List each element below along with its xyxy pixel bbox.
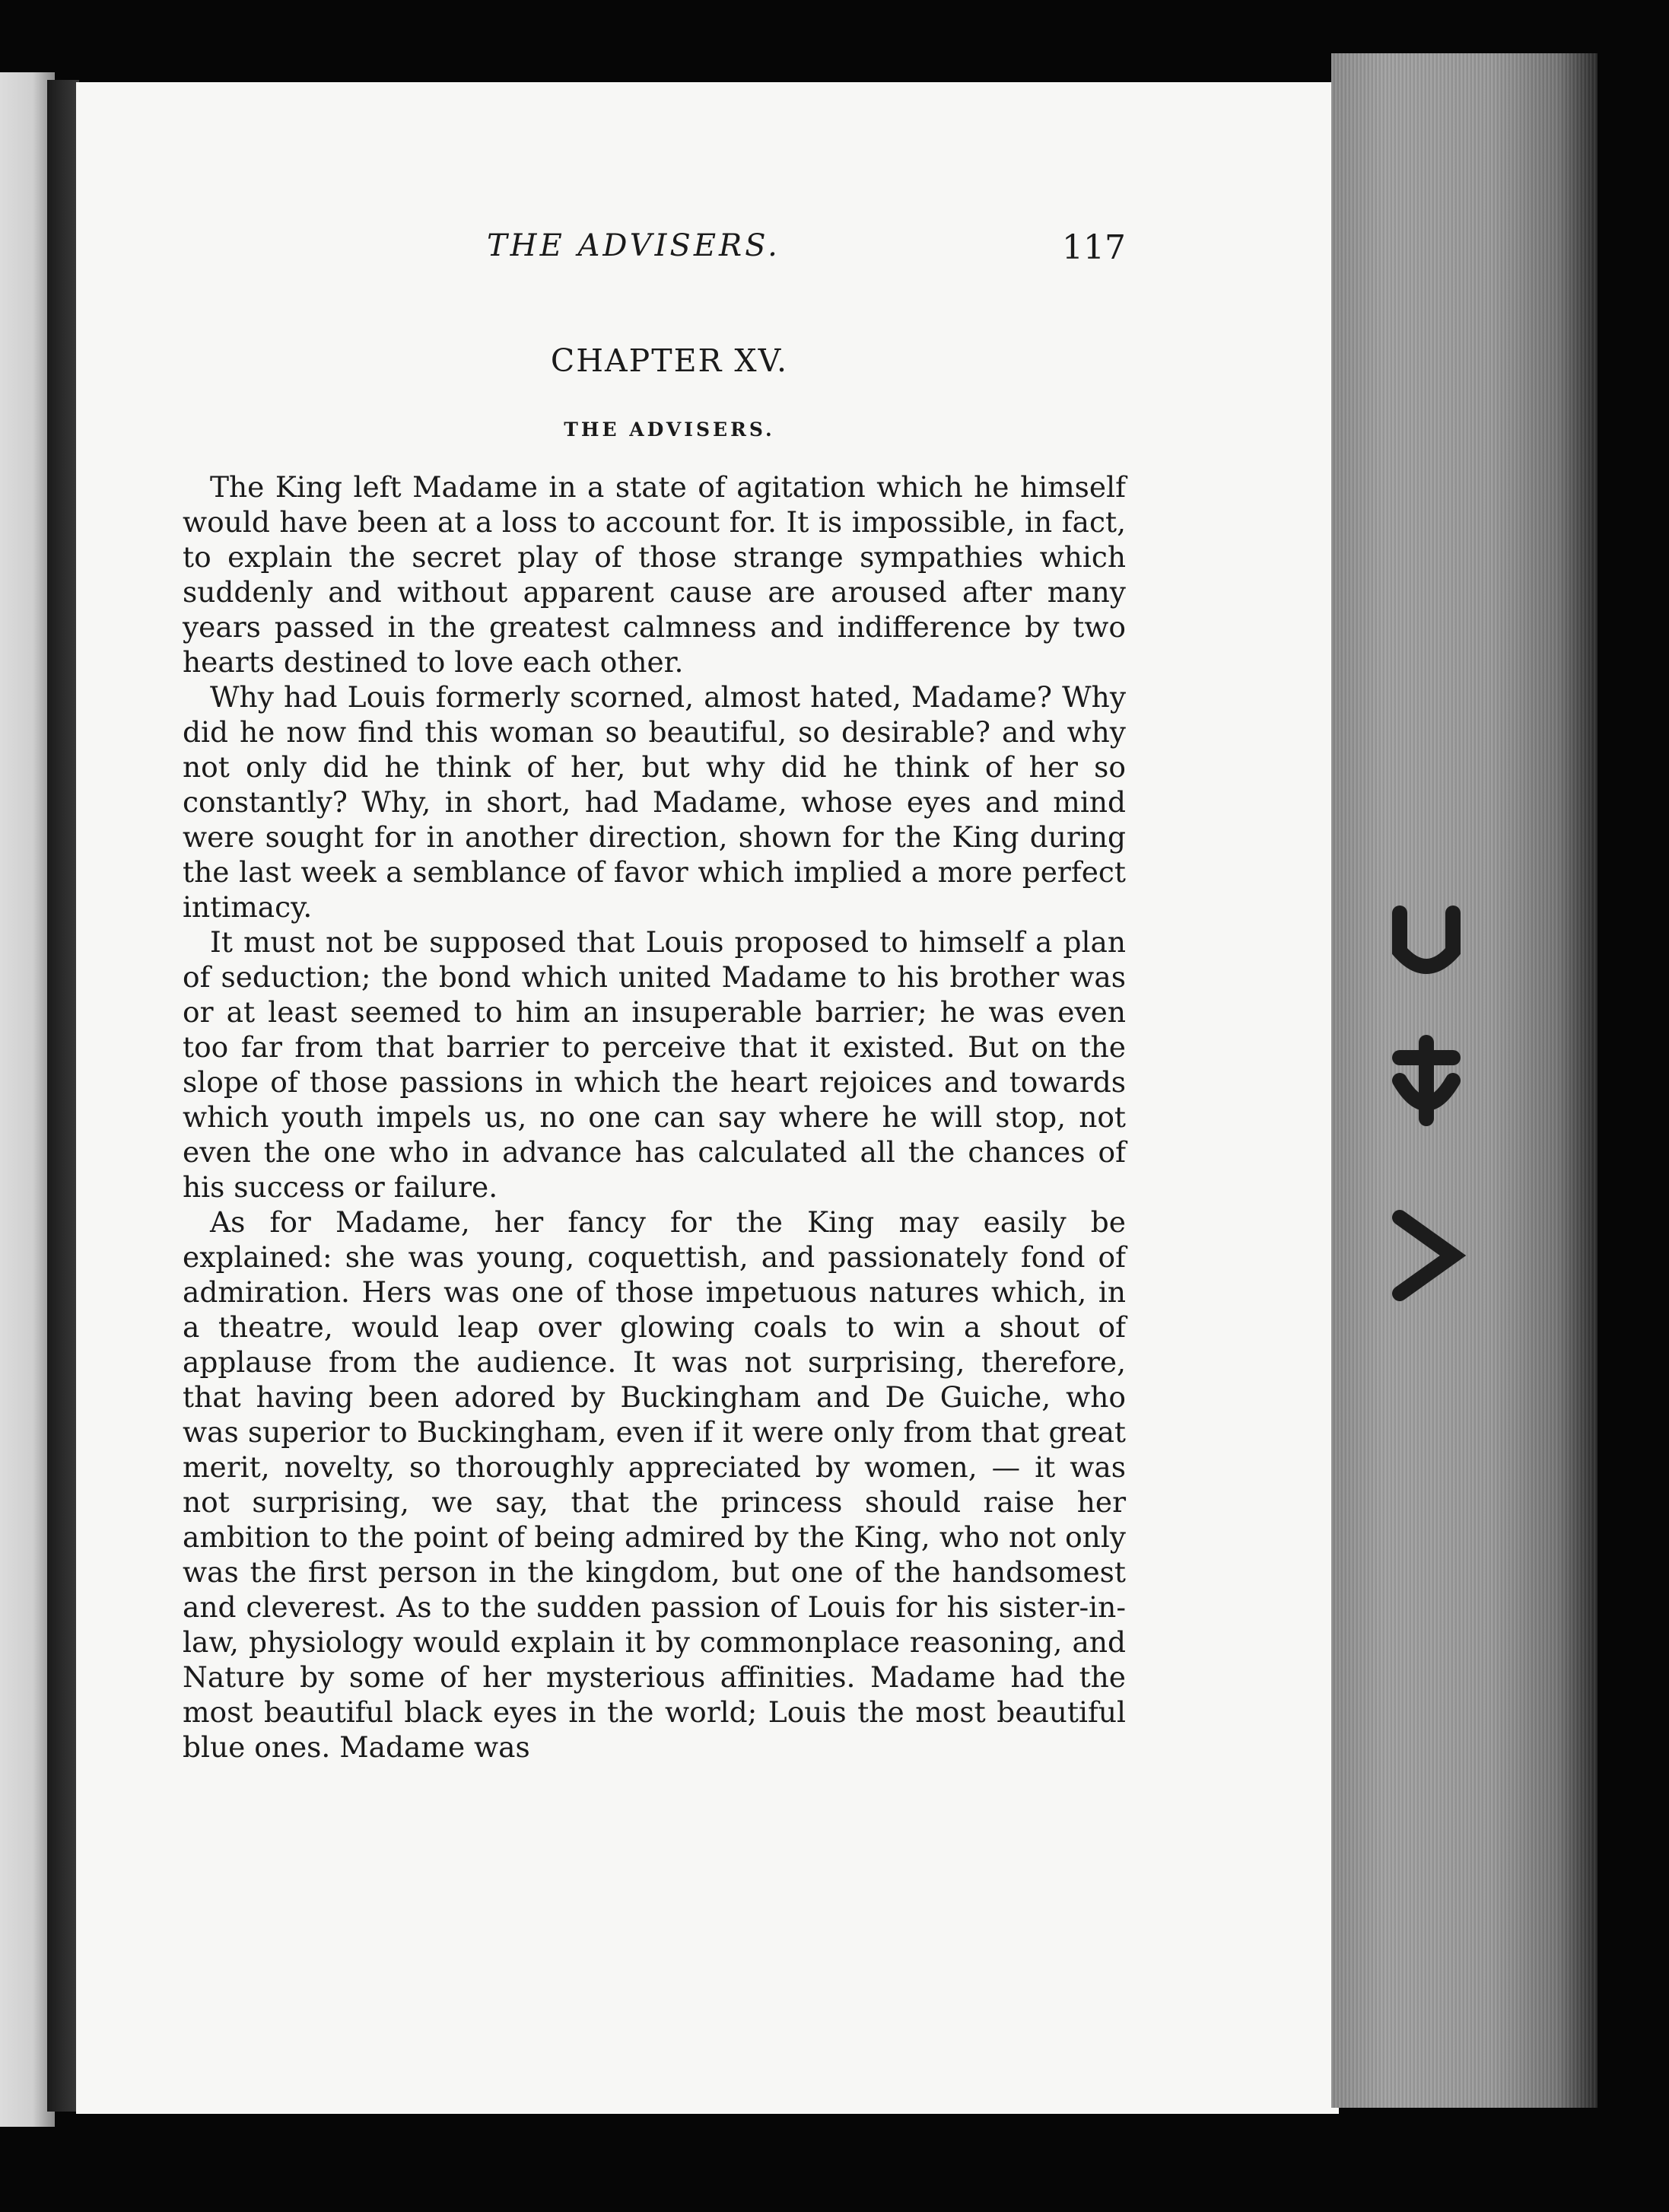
chapter-heading: CHAPTER XV. bbox=[550, 342, 789, 379]
running-title: THE ADVISERS. bbox=[487, 228, 780, 263]
paragraph: As for Madame, her fancy for the King may easily be explained: she was young, coquettish, and passionately fond of admiration. Hers was one of those impetuous natures which, in a theatre, would leap over glowing coals to win a shout of applause from the audience. It was not surprising, therefore, that having been adored by Buckingham and De Guiche, who was superior to Buckingham, even if it were only from that great merit, novelty, so thoroughly appreciated by women, — it was not surprising, we say, that the princess should raise her ambition to the point of being admired by the King, who not only was the first person in the kingdom, but one of the handsomest and cleverest. As to the sudden passion of Louis for his sister-in-law, physiology would explain it by commonplace reasoning, and Nature by some of her mysterious affinities. Madame had the most beautiful black eyes in the world; Louis the most beautiful blue ones. Madame was bbox=[183, 1205, 1126, 1764]
fore-edge-stamp bbox=[1384, 898, 1468, 1354]
page-text bbox=[183, 221, 1126, 1765]
paragraph: It must not be supposed that Louis proposed to himself a plan of seduction; the bond which united Madame to his brother was or at least seemed to him an insuperable barrier; he was even too far from that barrier to perceive that it existed. But on the slope of those passions in which the heart rejoices and towards which youth impels us, no one can say where he will stop, not even the one who in advance has calculated all the chances of his success or failure. bbox=[183, 925, 1126, 1204]
chapter-subtitle: THE ADVISERS. bbox=[564, 419, 775, 441]
paragraph: Why had Louis formerly scorned, almost hated, Madame? Why did he now find this woman so beautiful, so desirable? and why not only did he think of her, but why did he think of her so constantly? Why, in short, had Madame, whose eyes and mind were sought for in another direction, shown for the King during the last week a semblance of favor which implied a more perfect intimacy. bbox=[183, 680, 1126, 924]
body-text bbox=[183, 469, 1126, 1765]
page-number: 117 bbox=[1062, 228, 1126, 267]
book-gutter bbox=[47, 80, 79, 2112]
paragraph: The King left Madame in a state of agitation which he himself would have been at a loss to account for. It is impossible, in fact, to explain the secret play of those strange sympathies which suddenly and without apparent cause are aroused after many years passed in the greatest calmness and indifference by two hearts destined to love each other. bbox=[183, 470, 1126, 679]
running-head bbox=[183, 221, 1126, 282]
